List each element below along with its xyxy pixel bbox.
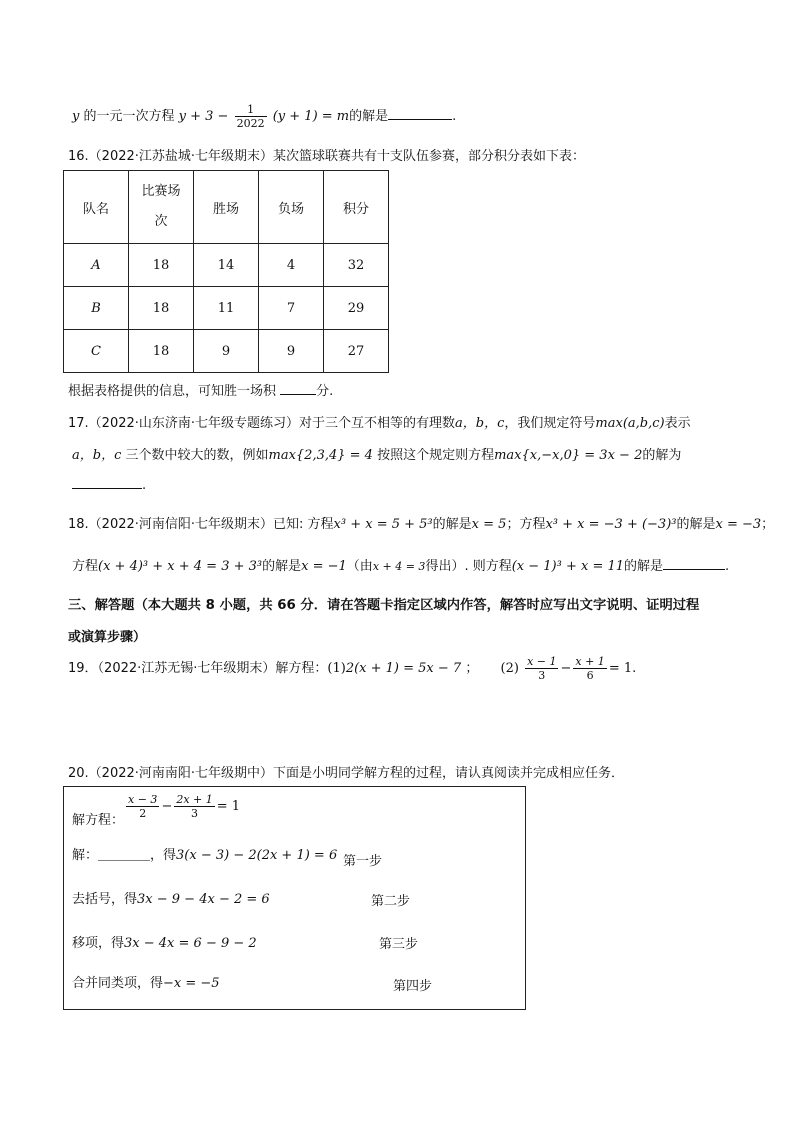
table-cell: 27 (324, 330, 389, 373)
section3-heading-line1: 三、解答题（本大题共 8 小题，共 66 分．请在答题卡指定区域内作答，解答时应写出文字说明、证明过程 (68, 598, 700, 613)
step2-line: 去括号，得3x − 9 − 4x − 2 = 6 (72, 892, 270, 907)
table-cell: C (64, 330, 129, 373)
table-cell: 4 (259, 244, 324, 287)
q18-answer-blank[interactable] (663, 557, 725, 570)
step3-line: 移项，得3x − 4x = 6 − 9 − 2 (72, 936, 257, 951)
table-header-cell: 胜场 (194, 171, 259, 244)
q15-text2: 的解是 (349, 109, 389, 124)
table-cell: 18 (129, 244, 194, 287)
step1-line: 解：＿＿＿＿，得3(x − 3) − 2(2x + 1) = 6 (72, 848, 338, 863)
step3-name: 第三步 (379, 937, 419, 952)
table-row (64, 244, 389, 287)
table-cell: 29 (324, 287, 389, 330)
table-cell: 11 (194, 287, 259, 330)
step4-line: 合并同类项，得−x = −5 (72, 976, 220, 991)
table-header-cell: 比赛场次 (129, 171, 194, 244)
table-header-cell: 队名 (64, 171, 129, 244)
q15-text1: 的一元一次方程 (79, 109, 175, 124)
q15-eq-right: (y + 1) = m (272, 109, 350, 124)
box-title: 解方程： $\frac{x - 3}{2}$ − $\frac{2x + 1}{3}$ = 1 (72, 793, 241, 828)
q16-answer-blank[interactable] (280, 382, 316, 395)
table-header-cell: 积分 (324, 171, 389, 244)
table-cell: 18 (129, 330, 194, 373)
score-table (63, 170, 389, 373)
q15-fraction: $\frac{1}{2022}$ (236, 103, 265, 130)
table-cell: 9 (259, 330, 324, 373)
step2-name: 第二步 (371, 894, 411, 909)
step4-name: 第四步 (393, 979, 433, 994)
box-fraction-2: $\frac{2x + 1}{3}$ (176, 793, 213, 820)
q17-line3: . (72, 476, 146, 493)
q17-line2: a，b，c 三个数中较大的数，例如max{2,3,4} = 4 按照这个规定则方程max{x,−x,0} = 3x − 2的解为 (72, 448, 682, 463)
table-cell: B (64, 287, 129, 330)
q16-prefix: 16.（2022·江苏盐城·七年级期末）某次篮球联赛共有十支队伍参赛，部分积分表如下表： (68, 149, 586, 164)
table-cell: 14 (194, 244, 259, 287)
table-header-cell: 负场 (259, 171, 324, 244)
section3-heading-line2: 或演算步骤） (68, 630, 147, 645)
table-cell: A (64, 244, 129, 287)
q18-line1: 18.（2022·河南信阳·七年级期末）已知: 方程x³ + x = 5 + 5³的解是x = 5；方程x³ + x = −3 + (−3)³的解是x = −3； (68, 517, 775, 532)
q19-fraction-2: $\frac{x + 1}{6}$ (575, 655, 605, 682)
q16-after-line: 根据表格提供的信息，可知胜一场积 分. (68, 384, 334, 399)
q15-line: y 的一元一次方程 y + 3 − $\frac{1}{2022}$ (y + 1) = m的解是 . (72, 103, 457, 130)
q17-answer-blank[interactable] (72, 476, 142, 489)
table-cell: 32 (324, 244, 389, 287)
q15-eq-left: y + 3 − (178, 109, 229, 124)
q19-fraction-1: $\frac{x - 1}{3}$ (527, 655, 557, 682)
solution-box (63, 786, 526, 1010)
q15-answer-blank[interactable] (388, 107, 452, 120)
table-row (64, 330, 389, 373)
q15-var: y (72, 109, 80, 124)
q20-prefix: 20.（2022·河南南阳·七年级期中）下面是小明同学解方程的过程，请认真阅读并完成相应任务． (68, 766, 625, 781)
table-row (64, 287, 389, 330)
q17-line1: 17.（2022·山东济南·七年级专题练习）对于三个互不相等的有理数a，b，c，我们规定符号max(a,b,c)表示 (68, 416, 691, 431)
table-header-row (64, 171, 389, 244)
box-fraction-1: $\frac{x - 3}{2}$ (128, 793, 158, 820)
table-cell: 18 (129, 287, 194, 330)
q19-line: 19．（2022·江苏无锡·七年级期末）解方程：(1)2(x + 1) = 5x − 7 ； (2) $\frac{x - 1}{3}$ − $\frac{x + 1}{6}$ = 1. (68, 655, 637, 682)
table-cell: 7 (259, 287, 324, 330)
table-cell: 9 (194, 330, 259, 373)
step1-name: 第一步 (343, 854, 383, 869)
q18-line2: 方程(x + 4)³ + x + 4 = 3 + 3³的解是x = −1（由x + 4 = 3得出）. 则方程(x − 1)³ + x = 11的解是 . (72, 559, 730, 574)
